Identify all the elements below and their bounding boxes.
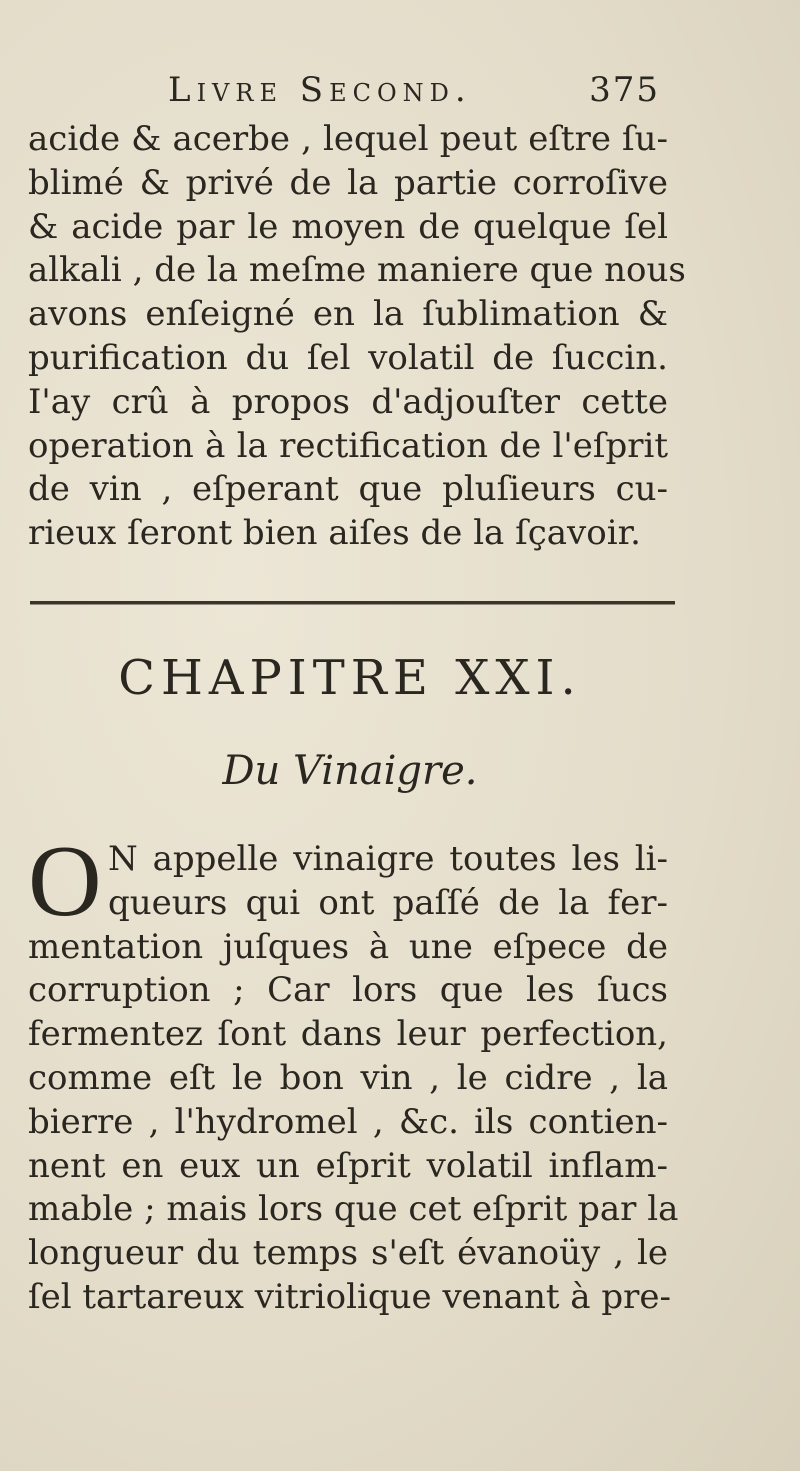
text-line: de vin , eſperant que pluſieurs cu- xyxy=(28,469,668,510)
chapter-subtitle: Du Vinaigre. xyxy=(222,748,478,794)
chapter-divider-rule xyxy=(30,600,675,606)
text-line: longueur du temps s'eſt évanoüy , le xyxy=(28,1233,668,1274)
chapter-paragraph xyxy=(28,825,679,1320)
text-line: operation à la rectification de l'eſprit xyxy=(28,425,668,466)
text-line: purification du ſel volatil de ſuccin. xyxy=(28,337,668,378)
text-line: I'ay crû à propos d'adjouſter cette xyxy=(28,381,668,422)
text-line: & acide par le moyen de quelque ſel xyxy=(28,206,668,247)
running-head xyxy=(160,70,660,118)
text-line: mentation juſques à une eſpece de xyxy=(28,926,668,967)
text-line: rieux ſeront bien aiſes de la ſçavoir. xyxy=(28,513,641,554)
text-line: fermentez ſont dans leur perfection, xyxy=(28,1014,668,1055)
text-line: alkali , de la meſme maniere que nous xyxy=(28,250,686,291)
text-line: bierre , l'hydromel , &c. ils contien- xyxy=(28,1101,668,1142)
drop-cap: O xyxy=(28,825,102,938)
text-line: corruption ; Car lors que les ſucs xyxy=(28,970,668,1011)
text-line: avons enſeigné en la ſublimation & xyxy=(28,294,668,335)
page-number: 375 xyxy=(589,70,660,110)
body-text xyxy=(28,118,686,556)
text-line: acide & acerbe , lequel peut eſtre ſu- xyxy=(28,119,668,159)
text-line: comme eſt le bon vin , le cidre , la xyxy=(28,1057,668,1098)
text-line: N appelle vinaigre toutes les li- xyxy=(108,839,668,879)
text-line: blimé & privé de la partie corroſive xyxy=(28,162,668,203)
chapter-title: CHAPITRE XXI. xyxy=(118,650,582,706)
text-line: mable ; mais lors que cet eſprit par la xyxy=(28,1189,679,1230)
text-line: nent en eux un eſprit volatil inflam- xyxy=(28,1145,668,1186)
text-line: ſel tartareux vitriolique venant à pre- xyxy=(28,1276,672,1317)
running-head-title: Livre Second. xyxy=(168,70,472,110)
text-line: queurs qui ont paſſé de la fer- xyxy=(108,882,668,923)
